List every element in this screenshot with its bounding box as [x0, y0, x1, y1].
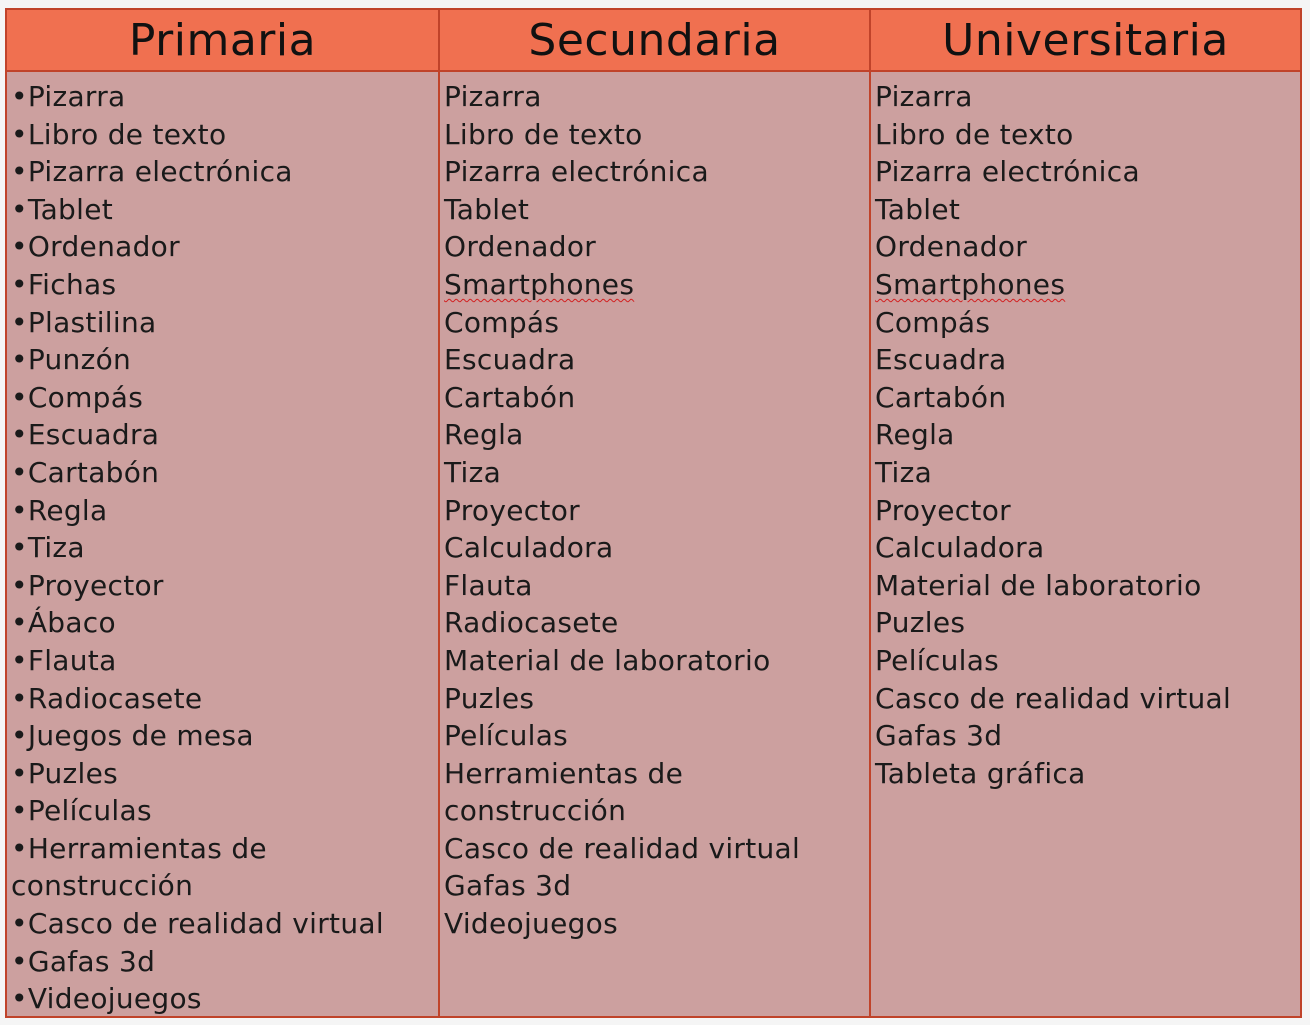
list-item: •Proyector	[11, 568, 164, 602]
list-item: Escuadra	[875, 343, 1007, 377]
list-item: Compás	[875, 305, 991, 339]
list-item: Radiocasete	[444, 606, 619, 640]
list-item: •Pizarra	[11, 80, 126, 113]
list-item: Material de laboratorio	[875, 568, 1202, 602]
list-item: Puzles	[875, 606, 966, 640]
list-item: Pizarra electrónica	[444, 155, 709, 189]
column-primaria	[7, 72, 438, 1016]
list-item: •Tablet	[11, 192, 114, 226]
list-item: Tableta gráfica	[875, 756, 1086, 790]
list-item: Proyector	[444, 493, 580, 527]
list-item: •Punzón	[11, 343, 132, 377]
list-item: •Videojuegos	[11, 982, 202, 1016]
list-item: •Fichas	[11, 267, 117, 301]
list-item: •Herramientas de construcción	[11, 831, 267, 903]
list-item: Pizarra	[875, 80, 973, 113]
list-item: •Películas	[11, 794, 152, 828]
list-item: •Escuadra	[11, 418, 160, 452]
list-item: Calculadora	[875, 531, 1045, 565]
list-item: Pizarra electrónica	[875, 155, 1140, 189]
list-item: Películas	[875, 643, 1000, 677]
list-item: Cartabón	[444, 380, 576, 414]
list-item: Proyector	[875, 493, 1011, 527]
list-item: Gafas 3d	[444, 869, 572, 903]
list-item: Películas	[444, 719, 569, 753]
list-item: Tiza	[444, 455, 502, 489]
list-item: Tablet	[444, 192, 530, 226]
list-item: •Regla	[11, 493, 108, 527]
list-item: Regla	[444, 418, 524, 452]
list-item: Calculadora	[444, 531, 614, 565]
list-item: Tiza	[875, 455, 933, 489]
list-item: Tablet	[875, 192, 961, 226]
list-item: Smartphones	[875, 267, 1066, 301]
list-item: Gafas 3d	[875, 719, 1003, 753]
list-item: •Ábaco	[11, 606, 116, 640]
materials-table	[5, 8, 1302, 1018]
list-item: •Compás	[11, 380, 144, 414]
list-item: •Flauta	[11, 643, 117, 677]
list-item: •Cartabón	[11, 455, 160, 489]
list-item: •Puzles	[11, 756, 119, 790]
column-universitaria	[869, 72, 1300, 1016]
column-secundaria	[438, 72, 869, 1016]
list-item: •Juegos de mesa	[11, 719, 254, 753]
list-item: Videojuegos	[444, 907, 618, 941]
list-item: Libro de texto	[444, 117, 643, 151]
list-item: Flauta	[444, 568, 533, 602]
list-item: Escuadra	[444, 343, 576, 377]
list-item: Material de laboratorio	[444, 643, 771, 677]
list-item: Casco de realidad virtual	[444, 831, 801, 865]
header-universitaria: Universitaria	[869, 10, 1300, 72]
list-item: •Tiza	[11, 531, 85, 565]
list-item: Regla	[875, 418, 955, 452]
header-secundaria: Secundaria	[438, 10, 869, 72]
list-item: •Gafas 3d	[11, 944, 156, 978]
list-item: Libro de texto	[875, 117, 1074, 151]
header-primaria: Primaria	[7, 10, 438, 72]
list-item: •Ordenador	[11, 230, 180, 264]
list-item: •Radiocasete	[11, 681, 203, 715]
list-item: •Plastilina	[11, 305, 157, 339]
list-item: Compás	[444, 305, 560, 339]
list-item: Cartabón	[875, 380, 1007, 414]
list-item: Pizarra	[444, 80, 542, 113]
list-item: •Pizarra electrónica	[11, 155, 293, 189]
list-item: Herramientas de construcción	[444, 756, 684, 828]
list-item: Casco de realidad virtual	[875, 681, 1232, 715]
list-item: Smartphones	[444, 267, 635, 301]
list-item: Ordenador	[444, 230, 597, 264]
list-item: Ordenador	[875, 230, 1028, 264]
list-item: •Casco de realidad virtual	[11, 907, 384, 941]
list-item: •Libro de texto	[11, 117, 227, 151]
list-item: Puzles	[444, 681, 535, 715]
